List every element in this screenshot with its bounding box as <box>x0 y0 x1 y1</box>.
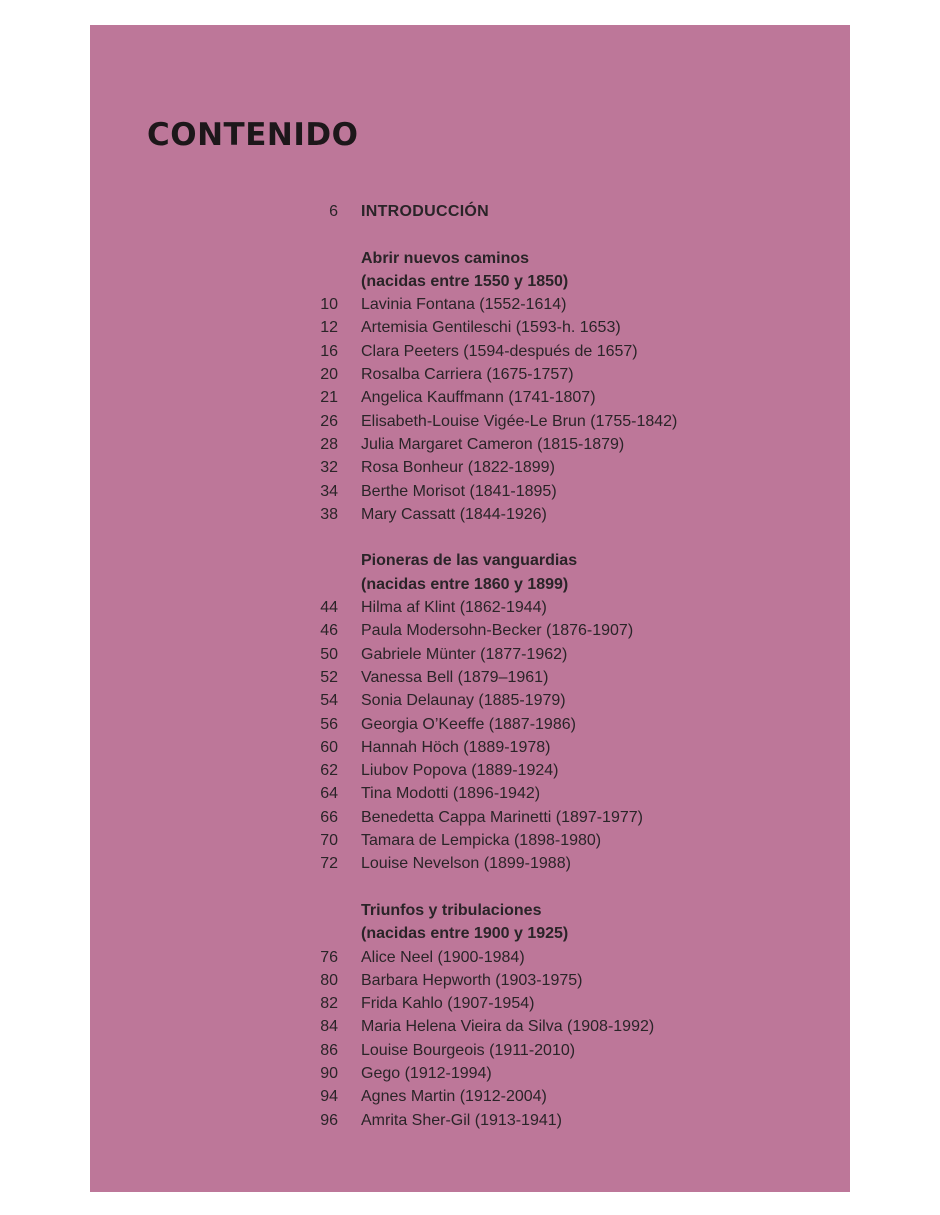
toc-entry-label: Vanessa Bell (1879–1961) <box>361 668 549 686</box>
toc-entry <box>290 829 830 852</box>
toc-entry-label: Tamara de Lempicka (1898-1980) <box>361 832 602 850</box>
toc-entry <box>290 992 830 1015</box>
toc-page-number: 70 <box>320 832 338 850</box>
toc-page-number-empty <box>290 573 338 596</box>
toc-page-number: 56 <box>320 715 338 733</box>
toc-entry-label: INTRODUCCIÓN <box>361 203 490 220</box>
section-heading-row <box>290 899 830 922</box>
toc-entry-label: Artemisia Gentileschi (1593-h. 1653) <box>361 319 621 337</box>
section-heading: Triunfos y tribulaciones <box>361 901 542 919</box>
section-heading: (nacidas entre 1860 y 1899) <box>361 575 569 593</box>
toc-entry-label: Clara Peeters (1594-después de 1657) <box>361 342 638 360</box>
toc-entry-label: Louise Nevelson (1899-1988) <box>361 855 571 873</box>
toc-entry <box>290 1015 830 1038</box>
toc-page-number: 54 <box>320 692 338 710</box>
toc-entry <box>290 643 830 666</box>
toc-entry <box>290 666 830 689</box>
toc-page-number: 66 <box>320 808 338 826</box>
toc-entry <box>290 1085 830 1108</box>
toc-entry-label: Agnes Martin (1912-2004) <box>361 1088 547 1106</box>
toc-page-number: 50 <box>320 645 338 663</box>
table-of-contents <box>290 200 830 1132</box>
toc-entry <box>290 619 830 642</box>
toc-page-number-empty <box>290 899 338 922</box>
toc-page-number: 26 <box>320 412 338 430</box>
toc-page-number: 62 <box>320 762 338 780</box>
toc-page-number: 28 <box>320 435 338 453</box>
section-heading-row <box>290 247 830 270</box>
toc-page-number: 10 <box>320 296 338 314</box>
section-heading-row <box>290 573 830 596</box>
toc-page-number: 82 <box>320 995 338 1013</box>
section-heading: (nacidas entre 1900 y 1925) <box>361 925 569 943</box>
toc-entry <box>290 969 830 992</box>
toc-entry <box>290 946 830 969</box>
toc-entry-label: Rosalba Carriera (1675-1757) <box>361 366 574 384</box>
toc-entry-label: Gego (1912-1994) <box>361 1064 492 1082</box>
page-title: CONTENIDO <box>147 117 359 153</box>
toc-page-number: 76 <box>320 948 338 966</box>
toc-entry <box>290 363 830 386</box>
section-spacer <box>290 223 830 246</box>
toc-page-number-empty <box>290 247 338 270</box>
book-page <box>90 25 850 1192</box>
toc-entry <box>290 316 830 339</box>
toc-entry-label: Hilma af Klint (1862-1944) <box>361 599 547 617</box>
toc-sections <box>290 223 830 1132</box>
toc-entry-label: Liubov Popova (1889-1924) <box>361 762 559 780</box>
toc-page-number: 44 <box>320 599 338 617</box>
toc-page-number: 38 <box>320 505 338 523</box>
toc-entry-label: Maria Helena Vieira da Silva (1908-1992) <box>361 1018 655 1036</box>
toc-entry <box>290 480 830 503</box>
toc-entry <box>290 503 830 526</box>
toc-entry-label: Benedetta Cappa Marinetti (1897-1977) <box>361 808 643 826</box>
toc-page-number: 64 <box>320 785 338 803</box>
toc-page-number-empty <box>290 270 338 293</box>
toc-entry <box>290 782 830 805</box>
toc-entry-label: Mary Cassatt (1844-1926) <box>361 505 547 523</box>
toc-entry <box>290 852 830 875</box>
toc-entry-label: Rosa Bonheur (1822-1899) <box>361 459 555 477</box>
section-spacer <box>290 876 830 899</box>
toc-page-number: 52 <box>320 668 338 686</box>
toc-page-number: 32 <box>320 459 338 477</box>
toc-entry <box>290 340 830 363</box>
toc-page-number: 94 <box>320 1088 338 1106</box>
toc-page-number: 84 <box>320 1018 338 1036</box>
toc-entry-label: Gabriele Münter (1877-1962) <box>361 645 568 663</box>
toc-entry-label: Lavinia Fontana (1552-1614) <box>361 296 567 314</box>
toc-entry-label: Sonia Delaunay (1885-1979) <box>361 692 566 710</box>
toc-entry-label: Julia Margaret Cameron (1815-1879) <box>361 435 625 453</box>
toc-entry-label: Tina Modotti (1896-1942) <box>361 785 541 803</box>
toc-entry <box>290 386 830 409</box>
toc-entry-label: Paula Modersohn-Becker (1876-1907) <box>361 622 634 640</box>
toc-entry-label: Amrita Sher-Gil (1913-1941) <box>361 1111 562 1129</box>
toc-entry <box>290 759 830 782</box>
toc-page-number: 21 <box>320 389 338 407</box>
toc-entry <box>290 1109 830 1132</box>
toc-page-number: 46 <box>320 622 338 640</box>
toc-entry <box>290 1039 830 1062</box>
toc-page-number: 80 <box>320 971 338 989</box>
toc-page-number: 90 <box>320 1064 338 1082</box>
section-heading-row <box>290 922 830 945</box>
section-spacer <box>290 526 830 549</box>
toc-entry-label: Georgia O’Keeffe (1887-1986) <box>361 715 576 733</box>
toc-entry <box>290 1062 830 1085</box>
toc-entry <box>290 456 830 479</box>
toc-entry-label: Barbara Hepworth (1903-1975) <box>361 971 583 989</box>
toc-entry <box>290 806 830 829</box>
section-heading: Pioneras de las vanguardias <box>361 552 578 570</box>
toc-entry <box>290 713 830 736</box>
toc-page-number: 60 <box>320 738 338 756</box>
toc-entry-label: Elisabeth-Louise Vigée-Le Brun (1755-1842) <box>361 412 678 430</box>
section-heading-row <box>290 549 830 572</box>
toc-entry-label: Frida Kahlo (1907-1954) <box>361 995 535 1013</box>
toc-intro-entry <box>290 200 830 223</box>
toc-page-number: 20 <box>320 366 338 384</box>
toc-page-number: 72 <box>320 855 338 873</box>
toc-page-number: 34 <box>320 482 338 500</box>
toc-page-number: 96 <box>320 1111 338 1129</box>
section-heading: Abrir nuevos caminos <box>361 249 530 267</box>
section-heading: (nacidas entre 1550 y 1850) <box>361 272 569 290</box>
toc-entry-label: Hannah Höch (1889-1978) <box>361 738 551 756</box>
toc-page-number: 6 <box>329 203 338 220</box>
toc-page-number-empty <box>290 922 338 945</box>
toc-page-number-empty <box>290 549 338 572</box>
toc-entry <box>290 433 830 456</box>
section-heading-row <box>290 270 830 293</box>
toc-entry <box>290 689 830 712</box>
toc-page-number: 12 <box>320 319 338 337</box>
toc-page-number: 86 <box>320 1041 338 1059</box>
toc-entry <box>290 596 830 619</box>
toc-entry-label: Alice Neel (1900-1984) <box>361 948 525 966</box>
toc-entry <box>290 736 830 759</box>
toc-entry-label: Berthe Morisot (1841-1895) <box>361 482 557 500</box>
toc-entry <box>290 410 830 433</box>
toc-entry-label: Angelica Kauffmann (1741-1807) <box>361 389 596 407</box>
toc-entry <box>290 293 830 316</box>
toc-entry-label: Louise Bourgeois (1911-2010) <box>361 1041 576 1059</box>
toc-page-number: 16 <box>320 342 338 360</box>
